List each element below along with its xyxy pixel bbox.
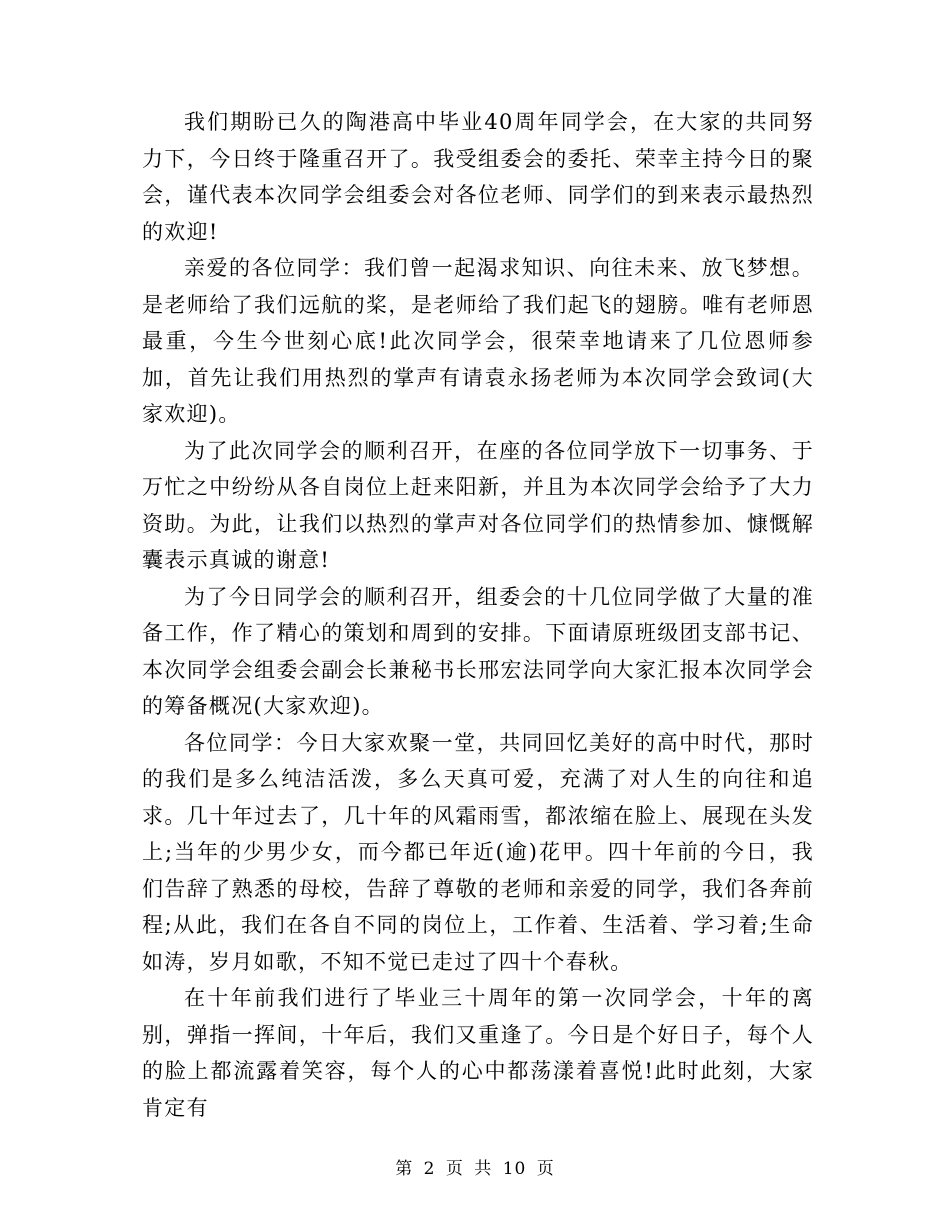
paragraph-preparation: 为了今日同学会的顺利召开，组委会的十几位同学做了大量的准备工作，作了精心的策划和周到的安排。下面请原班级团支部书记、本次同学会组委会副会长兼秘书长邢宏法同学向大家汇报本次同学会的筹备概况(大家欢迎)。 <box>142 584 814 718</box>
paragraph-memories: 各位同学：今日大家欢聚一堂，共同回忆美好的高中时代，那时的我们是多么纯洁活泼，多么天真可爱，充满了对人生的向往和追求。几十年过去了，几十年的风霜雨雪，都浓缩在脸上、展现在头发上;当年的少男少女，而今都已年近(逾)花甲。四十年前的今日，我们告辞了熟悉的母校，告辞了尊敬的老师和亲爱的同学，我们各奔前程;从此，我们在各自不同的岗位上，工作着、生活着、学习着;生命如涛，岁月如歌，不知不觉已走过了四十个春秋。 <box>142 730 814 974</box>
paragraph-reunion: 在十年前我们进行了毕业三十周年的第一次同学会，十年的离别，弹指一挥间，十年后，我们又重逢了。今日是个好日子，每个人的脸上都流露着笑容，每个人的心中都荡漾着喜悦!此时此刻，大家肯定有 <box>142 986 814 1120</box>
paragraph-teachers: 亲爱的各位同学：我们曾一起渴求知识、向往未来、放飞梦想。是老师给了我们远航的桨，是老师给了我们起飞的翅膀。唯有老师恩最重，今生今世刻心底!此次同学会，很荣幸地请来了几位恩师参加，首先让我们用热烈的掌声有请袁永扬老师为本次同学会致词(大家欢迎)。 <box>142 256 814 426</box>
page-number-footer: 第 2 页 共 10 页 <box>395 1159 555 1179</box>
paragraph-thanks: 为了此次同学会的顺利召开，在座的各位同学放下一切事务、于万忙之中纷纷从各自岗位上赶来阳新，并且为本次同学会给予了大力资助。为此，让我们以热烈的掌声对各位同学们的热情参加、慷慨解囊表示真诚的谢意! <box>142 438 814 572</box>
paragraph-welcome: 我们期盼已久的陶港高中毕业40周年同学会，在大家的共同努力下，今日终于隆重召开了。我受组委会的委托、荣幸主持今日的聚会，谨代表本次同学会组委会对各位老师、同学们的到来表示最热烈的欢迎! <box>142 110 814 244</box>
document-body <box>142 104 814 1126</box>
